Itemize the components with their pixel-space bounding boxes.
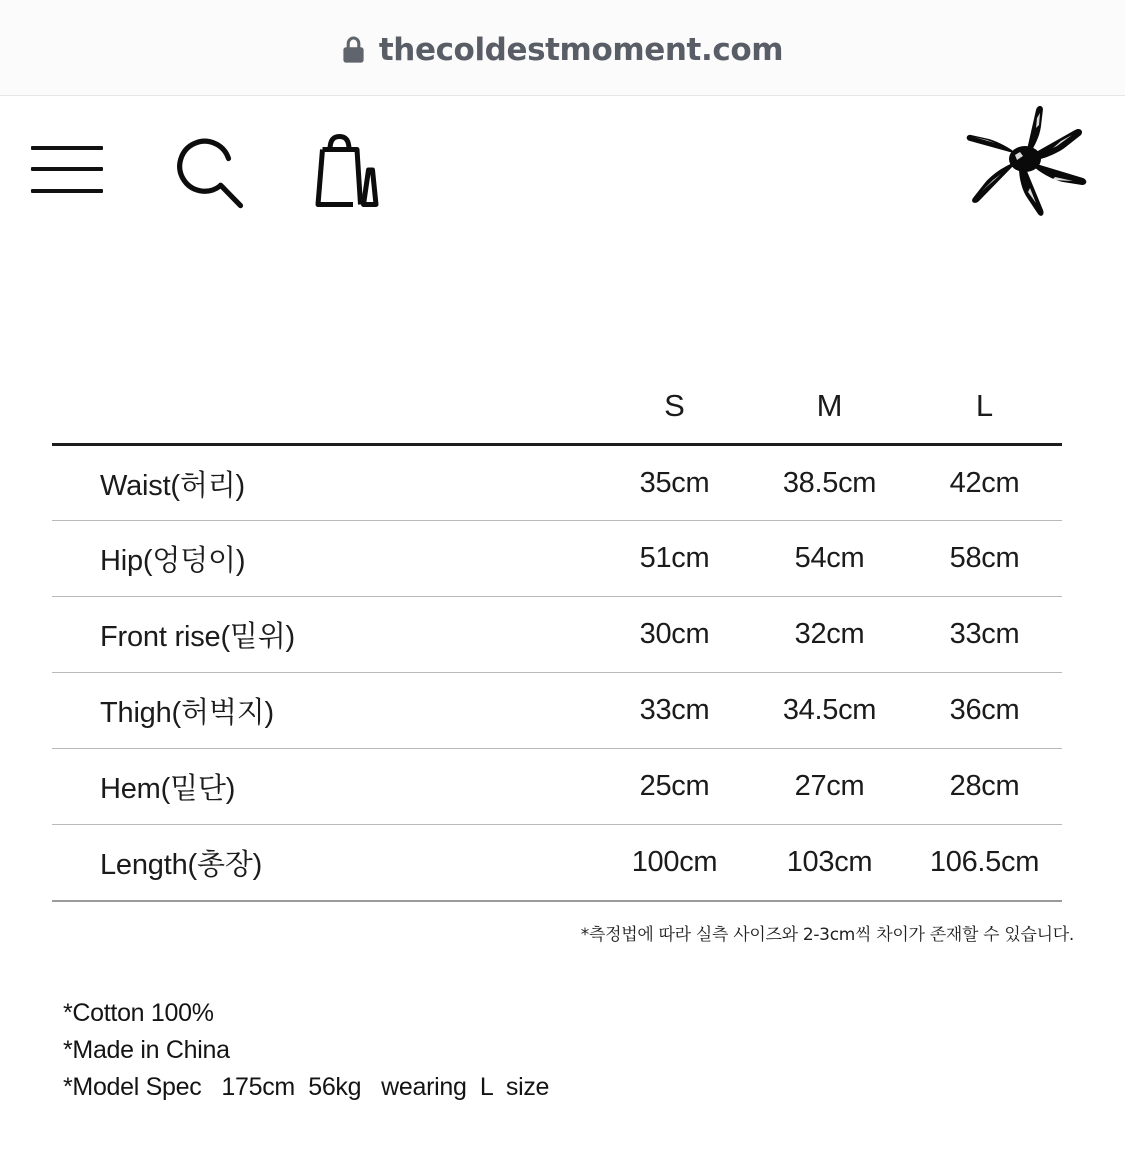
lock-icon xyxy=(342,36,365,64)
size-chart-table xyxy=(52,388,1062,902)
measurement-value-l: 33cm xyxy=(907,597,1062,673)
column-header-l: L xyxy=(907,388,1062,445)
measurement-value-s: 25cm xyxy=(597,749,752,825)
measurement-disclaimer: *측정법에 따라 실측 사이즈와 2-3cm씩 차이가 존재할 수 있습니다. xyxy=(580,925,1074,945)
table-row xyxy=(52,749,1062,825)
hamburger-line xyxy=(31,167,103,171)
measurement-value-s: 33cm xyxy=(597,673,752,749)
product-notes xyxy=(63,995,763,1106)
measurement-value-l: 106.5cm xyxy=(907,825,1062,901)
hamburger-menu-icon[interactable] xyxy=(31,144,103,192)
measurement-value-m: 32cm xyxy=(752,597,907,673)
starfish-logo[interactable] xyxy=(957,104,1097,222)
browser-url-bar[interactable] xyxy=(0,0,1125,96)
measurement-label: Thigh(허벅지) xyxy=(52,673,597,749)
measurement-value-m: 54cm xyxy=(752,521,907,597)
hamburger-line xyxy=(31,189,103,193)
measurement-label: Hip(엉덩이) xyxy=(52,521,597,597)
table-row xyxy=(52,597,1062,673)
note-origin: *Made in China xyxy=(63,1036,230,1064)
size-chart-table-wrapper xyxy=(52,388,1062,902)
hamburger-line xyxy=(31,146,103,150)
measurement-value-s: 30cm xyxy=(597,597,752,673)
search-icon[interactable] xyxy=(168,127,260,215)
url-group[interactable] xyxy=(342,32,783,68)
size-chart-header xyxy=(52,388,1062,445)
measurement-value-m: 27cm xyxy=(752,749,907,825)
column-header-s: S xyxy=(597,388,752,445)
measurement-label: Length(총장) xyxy=(52,825,597,901)
table-row xyxy=(52,673,1062,749)
measurement-value-m: 34.5cm xyxy=(752,673,907,749)
measurement-value-s: 35cm xyxy=(597,445,752,521)
table-row xyxy=(52,825,1062,901)
shopping-bag-icon[interactable] xyxy=(296,132,386,212)
measurement-value-l: 58cm xyxy=(907,521,1062,597)
measurement-value-s: 100cm xyxy=(597,825,752,901)
table-row xyxy=(52,521,1062,597)
measurement-label: Waist(허리) xyxy=(52,445,597,521)
size-chart-header-row xyxy=(52,388,1062,445)
measurement-label: Hem(밑단) xyxy=(52,749,597,825)
measurement-value-m: 103cm xyxy=(752,825,907,901)
url-text: thecoldestmoment.com xyxy=(378,31,784,68)
note-material: *Cotton 100% xyxy=(63,999,214,1027)
measurement-value-l: 42cm xyxy=(907,445,1062,521)
column-header-m: M xyxy=(752,388,907,445)
note-model-spec: *Model Spec 175cm 56kg wearing L size xyxy=(63,1073,550,1101)
site-header xyxy=(0,96,1125,236)
measurement-value-l: 36cm xyxy=(907,673,1062,749)
column-header-measurement xyxy=(52,388,597,445)
measurement-value-l: 28cm xyxy=(907,749,1062,825)
measurement-value-s: 51cm xyxy=(597,521,752,597)
measurement-label: Front rise(밑위) xyxy=(52,597,597,673)
table-row xyxy=(52,445,1062,521)
measurement-value-m: 38.5cm xyxy=(752,445,907,521)
size-chart-body xyxy=(52,445,1062,901)
